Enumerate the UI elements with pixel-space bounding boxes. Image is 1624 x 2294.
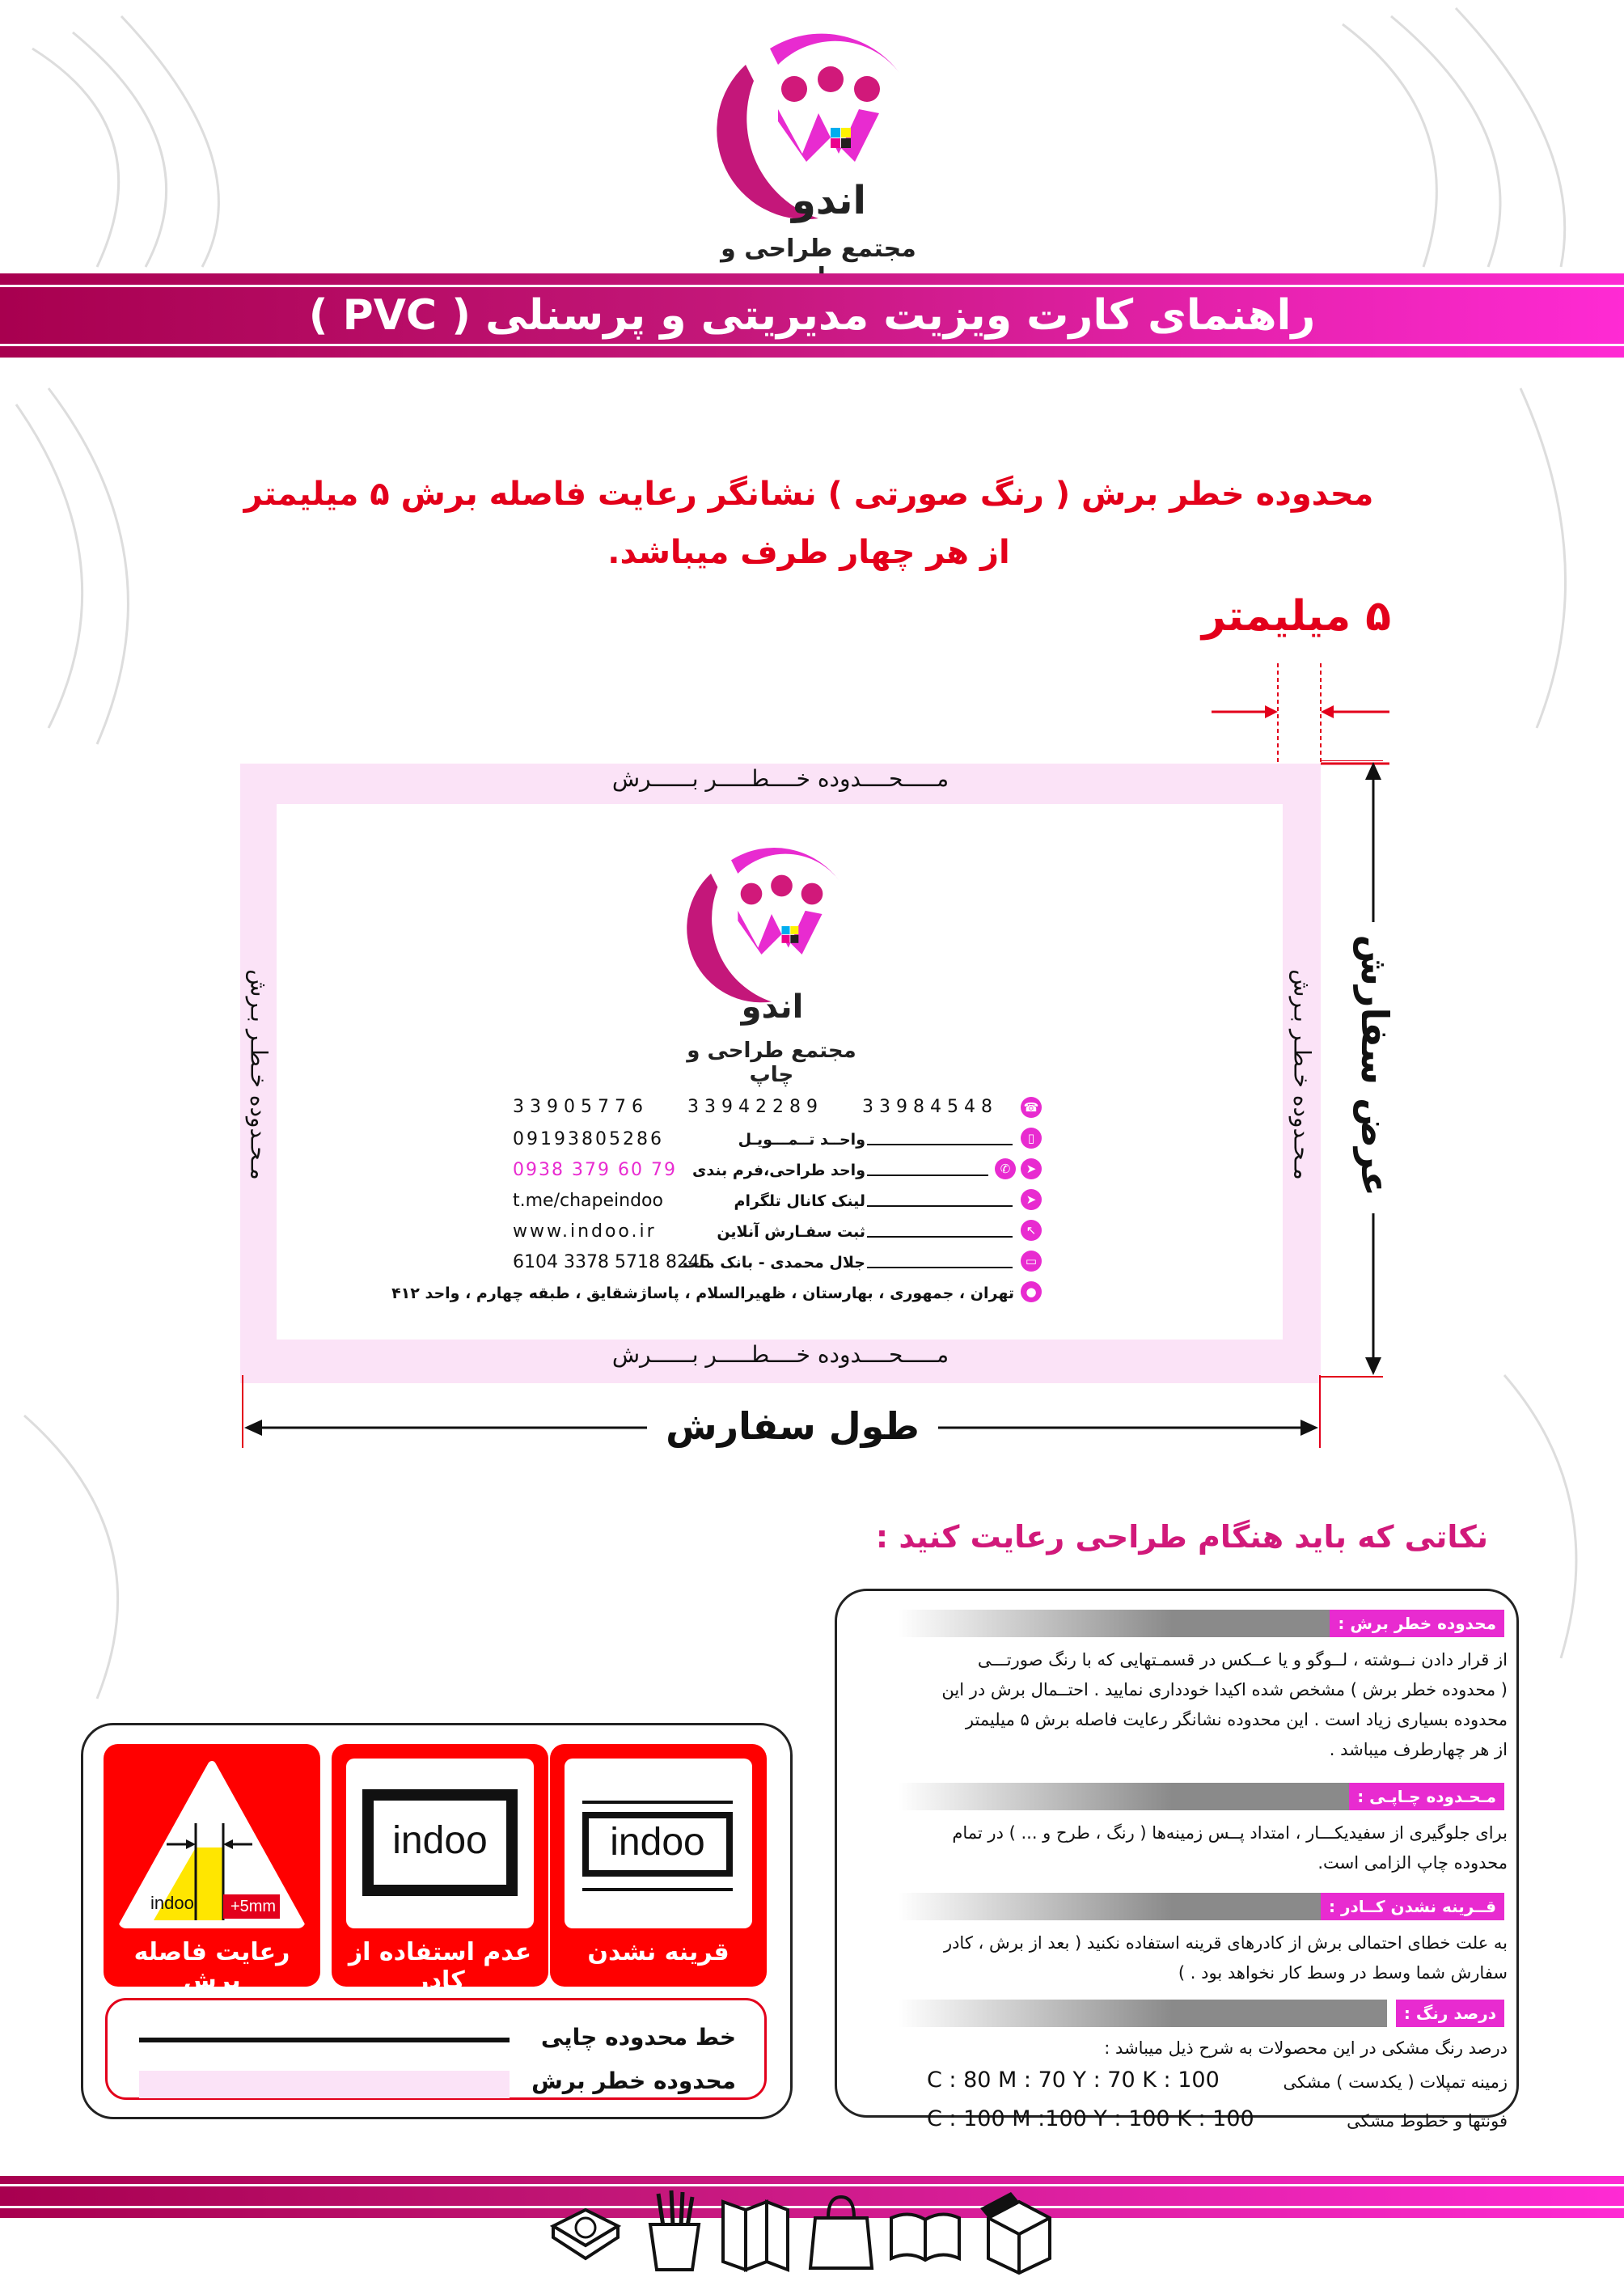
location-icon: ●	[1021, 1281, 1042, 1302]
note-tag-symmetry: قــرینه نشدن کــادر :	[1321, 1893, 1504, 1920]
shopping-bag-icon	[802, 2186, 880, 2275]
brochure-icon	[715, 2186, 793, 2275]
telegram-label: لینک کانال تلگرام	[734, 1192, 865, 1210]
icon-card-no-symmetry	[550, 1744, 767, 1987]
icon-word-1: indoo	[610, 1821, 705, 1864]
icon-caption-cut-margin: رعایت فاصله برش	[133, 1938, 290, 1995]
color-row-2-label: فونتها و خطوط مشکی	[1347, 2111, 1508, 2131]
book-icon	[886, 2186, 964, 2275]
legend-print-label: خط محدوده چاپی	[540, 2024, 736, 2051]
legend-bleed-swatch	[139, 2071, 510, 2098]
finance-value: 09193805286	[513, 1129, 664, 1149]
box-icon	[980, 2186, 1058, 2275]
telegram-icon: ➤	[1021, 1158, 1042, 1179]
legend-bleed-label: محدوده خطر برش	[531, 2068, 736, 2094]
website-label: ثبت سفـارش آنلاین	[717, 1223, 865, 1241]
cursor-icon: ↖	[1021, 1220, 1042, 1241]
phone-2: 33942289	[687, 1097, 823, 1117]
dimension-arrows	[226, 760, 1407, 1464]
telegram-value: t.me/chapeindoo	[513, 1191, 663, 1211]
width-label: عرض سفارش	[1353, 934, 1397, 1196]
icon-card-cut-margin-art	[118, 1759, 306, 1928]
color-row-2-values: C : 100 M :100 Y : 100 K : 100	[927, 2106, 1254, 2131]
icon-caption-no-symmetry: قرینه نشدن	[587, 1938, 730, 1966]
note-bleed-line-2: ( محدوده خطر برش ) مشخص شده اکیدا خودداری نمایید . احتــمال برش در این	[941, 1680, 1508, 1699]
margin-indicator	[1197, 647, 1407, 768]
bleed-label-right: مـحـدوده خـطـر بـرش	[1288, 969, 1316, 1180]
card-icon: ▭	[1021, 1251, 1042, 1272]
note-tag-print-area: مـحـدوده چـاپـی :	[1349, 1783, 1504, 1810]
bleed-label-top: مـــــحــــدوده خــــطـــــر بــــــرش	[611, 765, 949, 792]
icon-badge-5mm: +5mm	[230, 1898, 277, 1915]
icon-card-no-frame	[332, 1744, 548, 1995]
design-value: 0938 379 60 79	[513, 1160, 677, 1180]
note-color-line-1: درصد رنگ مشکی در این محصولات به شرح ذیل میباشد :	[1104, 2038, 1508, 2058]
finance-label: واحــد تــمـــویـل	[738, 1131, 865, 1149]
logo-word: اندو	[791, 178, 867, 223]
length-label: طول سفارش	[666, 1404, 920, 1448]
phone-1: 33905776	[513, 1097, 649, 1117]
icon-card-no-frame-art	[346, 1759, 534, 1928]
whatsapp-icon: ✆	[995, 1158, 1016, 1179]
logo-tagline: مجتمع طراحی و	[721, 235, 916, 263]
address-text: تهران ، جمهوری ، بهارستان ، ظهیرالسلام ، پاساژشقایق ، طبقه چهارم ، واحد ۴۱۲	[391, 1285, 1014, 1302]
note-bleed-line-3: محدوده بسیاری زیاد است . این محدوده نشانگر رعایت فاصله برش ۵ میلیمتر	[965, 1710, 1508, 1729]
intro-line-1: محدوده خطر برش ( رنگ صورتی ) نشانگر رعایت فاصله برش ۵ میلیمتر	[243, 476, 1374, 513]
note-tag-bleed: محدوده خطر برش :	[1330, 1610, 1504, 1637]
color-row-1-label: زمینه تمپلات ( یکدست ) مشکی	[1283, 2072, 1508, 2092]
website-value: www.indoo.ir	[513, 1221, 657, 1242]
icon-caption-no-frame: عدم استفاده از کادر	[348, 1938, 532, 1995]
frame-line-bottom	[582, 1888, 733, 1891]
note-print-line-1: برای جلوگیری از سفیدیکـــار ، امتداد پــس زمینه‌ها ( رنگ ، طرح و ... ) در تمام	[952, 1823, 1508, 1843]
note-print-line-2: محدوده چاپ الزامی است.	[1317, 1853, 1508, 1873]
bleed-label-left: مـحـدوده خـطـر بـرش	[245, 969, 273, 1180]
icon-word-2: indoo	[392, 1819, 488, 1862]
card-logo-tagline: مجتمع طراحی و چاپ	[687, 1039, 856, 1087]
frame-line-top	[582, 1801, 733, 1804]
icon-card-no-symmetry-art	[565, 1759, 752, 1928]
mobile-icon: ▯	[1021, 1128, 1042, 1149]
fries-box-icon	[636, 2186, 713, 2275]
note-tag-color: درصد رنگ :	[1396, 2000, 1504, 2027]
icon-word-3: indoo	[150, 1893, 194, 1913]
note-symmetry-line-2: سفارش شما وسط در وسط کار نخواهد بود . )	[1178, 1963, 1508, 1983]
color-row-1-values: C : 80 M : 70 Y : 70 K : 100	[927, 2068, 1220, 2093]
note-symmetry-line-1: به علت خطای احتمالی برش از کادرهای قرینه استفاده نکنید ( بعد از برش ، کادر	[943, 1933, 1508, 1953]
note-bleed-line-1: از قرار دادن نــوشته ، لــوگو و یا عــکس در قسمـتهایی که با رنگ صورتـــی	[977, 1650, 1508, 1670]
notes-title: نکاتی که باید هنگام طراحی رعایت کنید :	[875, 1519, 1488, 1555]
icon-card-cut-margin	[104, 1744, 320, 1995]
bank-value: 6104 3378 5718 8245	[513, 1252, 711, 1272]
pizza-box-icon	[547, 2186, 624, 2275]
page-title: راهنمای کارت ویزیت مدیریتی و پرسنلی ( PVC )	[308, 291, 1316, 340]
phone-icon: ☎	[1021, 1097, 1042, 1118]
legend-print-line	[139, 2038, 510, 2042]
design-label: واحد طراحی،فرم بندی	[691, 1162, 865, 1179]
margin-label: ۵ میلیمتر	[1201, 592, 1391, 641]
phone-3: 33984548	[862, 1097, 998, 1117]
bank-label: جلال محمدی - بانک ملت	[682, 1254, 865, 1272]
card-logo-word: اندو	[741, 988, 804, 1026]
bleed-label-bottom: مـــــحــــدوده خــــطـــــر بــــــرش	[611, 1341, 949, 1368]
note-bleed-line-4: از هر چهارطرف میباشد .	[1329, 1740, 1508, 1759]
intro-line-2: از هر چهار طرف میباشد.	[607, 534, 1010, 571]
telegram-channel-icon: ➤	[1021, 1189, 1042, 1210]
